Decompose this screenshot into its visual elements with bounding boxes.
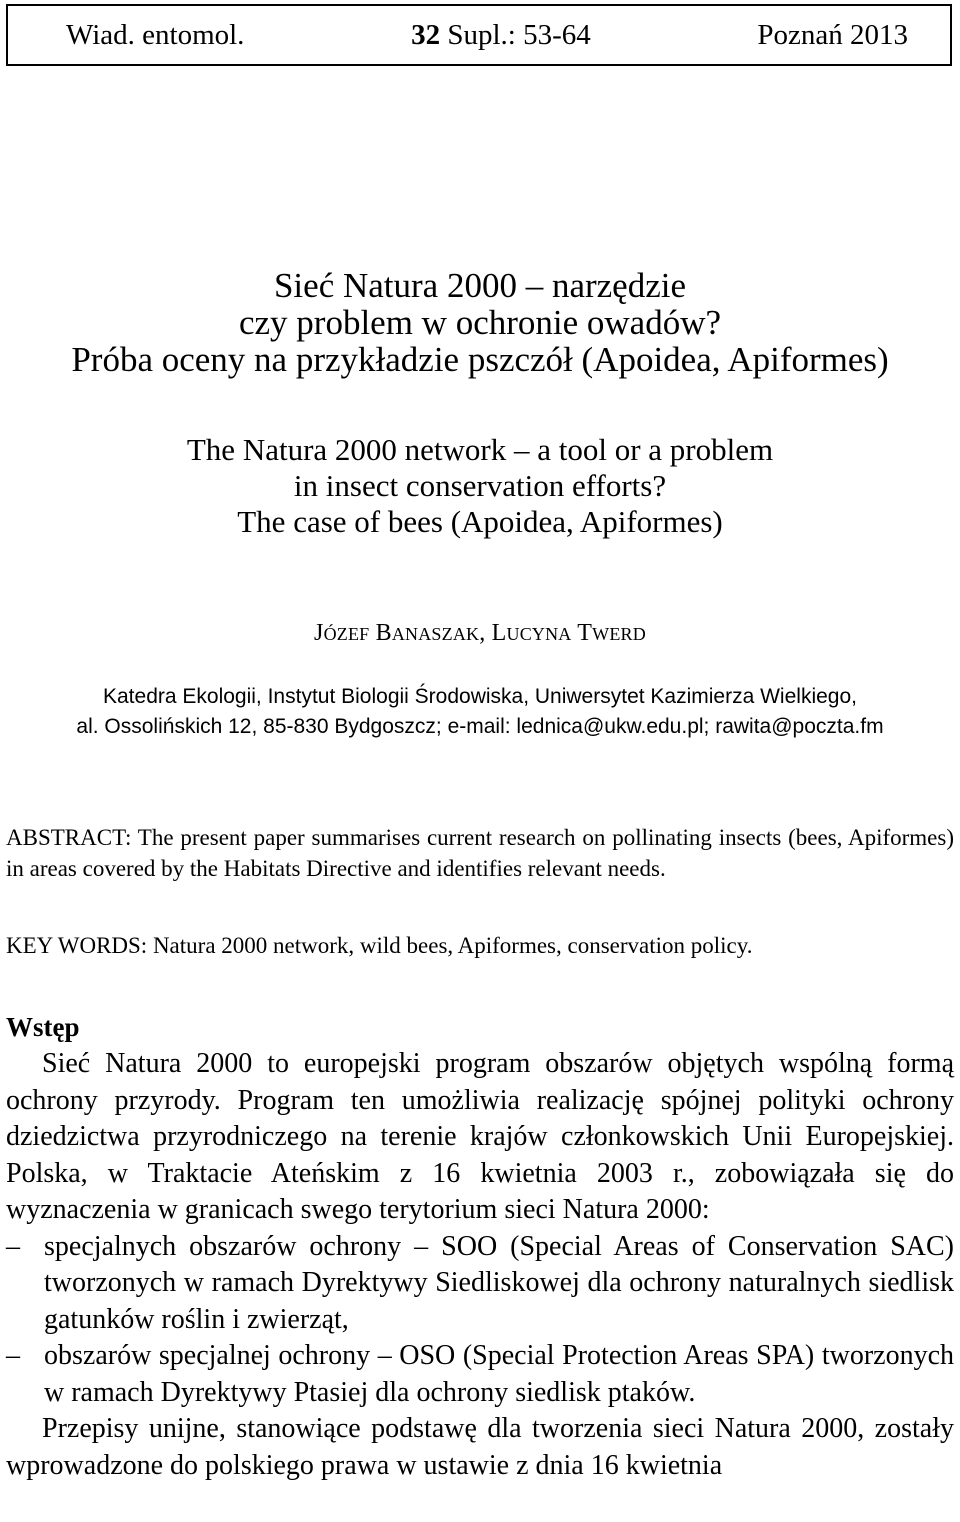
place-year: Poznań 2013 <box>757 18 908 51</box>
title-polish <box>0 267 960 378</box>
volume-number: 32 <box>411 18 441 51</box>
affiliation <box>0 682 960 742</box>
title-english-line3: The case of bees (Apoidea, Apiformes) <box>237 504 723 539</box>
list-item <box>6 1338 954 1411</box>
bullet-text-oso: obszarów specjalnej ochrony – OSO (Special Protection Areas SPA) tworzonych w ramach Dyrektywy Ptasiej dla ochrony siedlisk ptaków. <box>44 1340 954 1408</box>
section-heading-intro: Wstęp <box>6 1012 80 1042</box>
abstract: ABSTRACT: The present paper summarises current research on pollinating insects (bees, Apiformes) in areas covered by the Habitats Directive and identifies relevant needs. <box>6 825 954 881</box>
intro-paragraph-1: Sieć Natura 2000 to europejski program obszarów objętych wspólną formą ochrony przyrody. Program ten umożliwia realizację spójnej polityki ochrony dziedzictwa przyrodniczego na terenie krajów członkowskich Unii Europejskiej. Polska, w Traktacie Ateńskim z 16 kwietnia 2003 r., zobowiązała się do wyznaczenia w granicach swego terytorium sieci Natura 2000: <box>6 1048 954 1225</box>
journal-header <box>6 4 952 66</box>
title-english-line2: in insect conservation efforts? <box>293 468 667 503</box>
bullet-dash: – <box>6 1340 20 1371</box>
title-english-line1: The Natura 2000 network – a tool or a problem <box>186 432 774 467</box>
journal-name: Wiad. entomol. <box>66 18 245 51</box>
page-range: Supl.: 53-64 <box>447 18 591 51</box>
authors: JÓZEF BANASZAK, LUCYNA TWERD <box>314 620 646 646</box>
intro-body <box>6 1046 954 1484</box>
bullet-text-soo: specjalnych obszarów ochrony – SOO (Special Areas of Conservation SAC) tworzonych w ramach Dyrektywy Siedliskowej dla ochrony naturalnych siedlisk gatunków roślin i zwierząt, <box>44 1230 954 1335</box>
title-polish-line3: Próba oceny na przykładzie pszczół (Apoidea, Apiformes) <box>71 340 889 379</box>
bullet-dash: – <box>6 1230 20 1262</box>
title-polish-line1: Sieć Natura 2000 – narzędzie <box>273 266 687 305</box>
keywords: KEY WORDS: Natura 2000 network, wild bees, Apiformes, conservation policy. <box>6 933 753 958</box>
affiliation-line1: Katedra Ekologii, Instytut Biologii Środowiska, Uniwersytet Kazimierza Wielkiego, <box>103 685 857 708</box>
title-polish-line2: czy problem w ochronie owadów? <box>238 303 722 342</box>
list-item <box>6 1229 954 1339</box>
affiliation-line2: al. Ossolińskich 12, 85-830 Bydgoszcz; e-mail: lednica@ukw.edu.pl; rawita@poczta.fm <box>76 715 884 738</box>
intro-paragraph-2: Przepisy unijne, stanowiące podstawę dla tworzenia sieci Natura 2000, zostały wprowadzone do polskiego prawa w ustawie z dnia 16 kwietnia <box>6 1413 954 1481</box>
volume-pages <box>411 19 591 52</box>
title-english <box>0 432 960 540</box>
